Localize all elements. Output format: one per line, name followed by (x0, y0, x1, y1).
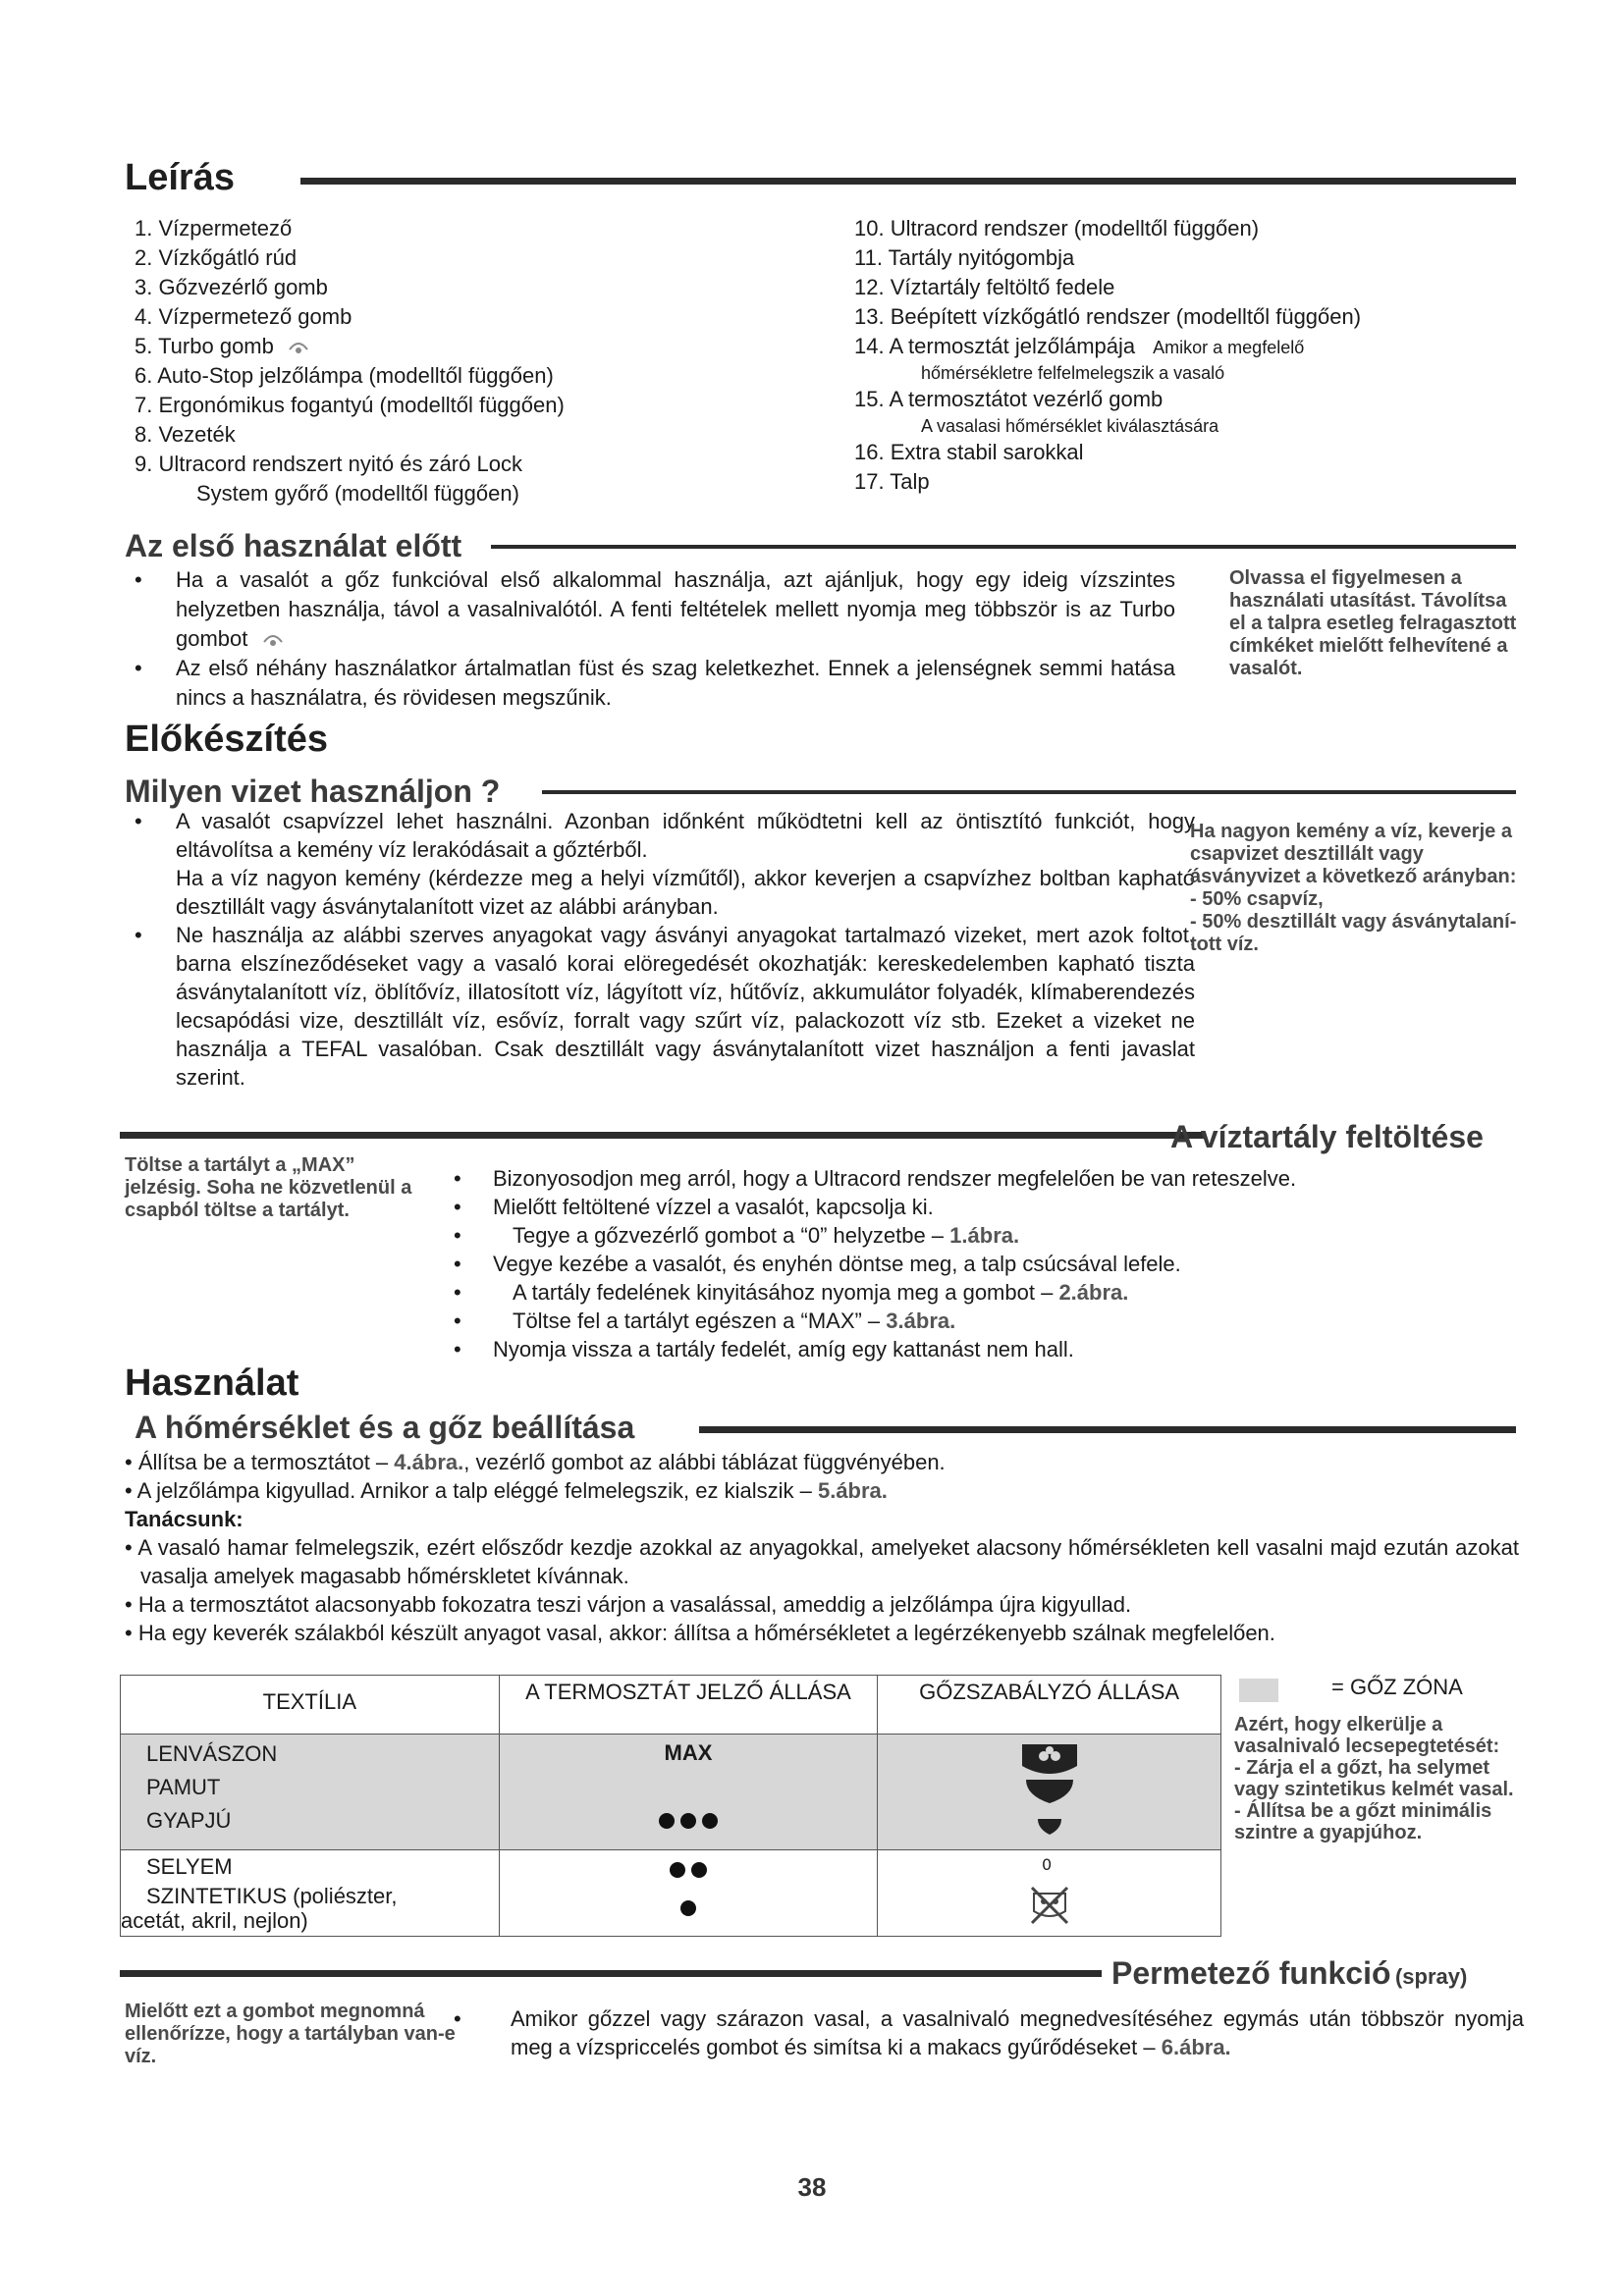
filling-list (444, 1164, 1524, 1363)
description-left-list (135, 214, 822, 508)
list-item: 12. Víztartály feltöltő fedele (854, 275, 1115, 299)
title-rule (300, 178, 1516, 185)
list-item: • Ha a termosztátot alacsonyabb fokozatra teszi várjon a vasalással, ameddig a jelzőlámpa újra kigyullad. (125, 1592, 1132, 1617)
table-header: TEXTÍLIA (121, 1676, 500, 1735)
list-item: • Bizonyosodjon meg arról, hogy a Ultracord rendszer megfelelően be van reteszelve. (444, 1164, 1524, 1193)
list-item: System győrő (modelltől függően) (196, 481, 519, 506)
side-note-table: Azért, hogy elkerülje a vasalnivaló lecsepegtetését: - Zárja el a gőzt, ha selymet vagy szintetikus kelmét vasal. - Állítsa be a gőzt minimális szintre a gyapjúhoz. (1234, 1714, 1514, 1843)
list-item: • Nyomja vissza a tartály fedelét, amíg egy kattanást nem hall. (444, 1335, 1524, 1363)
list-item: 16. Extra stabil sarokkal (854, 440, 1084, 464)
list-item: • A vasaló hamar felmelegszik, ezért elősződr kezdje azokkal az anyagokkal, amelyeket alacsony hőmérsékleten kell vasalni majd ezután azokat vasalja amelyek magasabb hőmérskletet kívánnak. (125, 1535, 1519, 1588)
list-item: • A vasalót csapvízzel lehet használni. Azonban időnként működtetni kell az öntisztító funkciót, hogy eltávolítsa a kemény víz lerakódásait a gőztérből. Ha a víz nagyon kemény (kérdezze meg a helyi vízműtől), akkor keverjen a csapvízhez boltban kapható desztillált vagy ásványtalanított vizet az alábbi arányban. (125, 807, 1195, 921)
list-item: • Ne használja az alábbi szerves anyagokat vagy ásványi anyagokat tartalmazó vizeket, mert azok foltot, barna elszíneződéseket vagy a vasaló korai elöregedését okozhatják: kereskedelemben kapható tiszta ásványtalanított víz, öblítővíz, illatosított víz, lágyított víz, hűtővíz, akkumulátor folyadék, klímaberendezés lecsapódási vize, desztillált víz, esővíz, forralt vagy szűrt víz, palackozott víz stb. Ezeket a vizeket ne használja a TEFAL vasalóban. Csak desztillált vagy ásványtalanított vizet használjon a fenti javaslat szerint. (125, 921, 1195, 1092)
description-right-list (854, 214, 1532, 497)
list-item: 4. Vízpermetező gomb (135, 304, 352, 329)
list-item: • A jelzőlámpa kigyullad. Arnikor a talp eléggé felmelegszik, ez kialszik – 5.ábra. (125, 1478, 888, 1503)
table-header: A TERMOSZTÁT JELZŐ ÁLLÁSA (499, 1676, 878, 1735)
list-item: 2. Vízkőgátló rúd (135, 245, 298, 270)
side-note-first-use: Olvassa el figyelmesen a használati utasítást. Távolítsa el a talpra esetleg felragasztott címkéket mielőtt felhevítené a vasalót. (1229, 567, 1517, 679)
list-item: 7. Ergonómikus fogantyú (modelltől függően) (135, 393, 565, 417)
list-item: 14. A termosztát jelzőlámpája Amikor a megfelelő (854, 334, 1305, 358)
title-rule (120, 1970, 1102, 1977)
max-setting: MAX (664, 1740, 713, 1765)
side-note-spray: Mielőtt ezt a gombot megnomná ellenőrízze, hogy a tartályban van-e víz. (125, 2001, 456, 2067)
page-number: 38 (797, 2172, 827, 2202)
list-item: • Tegye a gőzvezérlő gombot a “0” helyzetbe – 1.ábra. (444, 1221, 1524, 1250)
table-header: GŐZSZABÁLYZÓ ÁLLÁSA (878, 1676, 1221, 1735)
section-title-description: Leírás (125, 157, 235, 198)
side-note-water: Ha nagyon kemény a víz, keverje a csapvizet desztillált vagy ásványvizet a következő arányban: - 50% csapvíz, - 50% desztillált vagy ásványtalaní-tott víz. (1190, 821, 1517, 955)
list-item: • A tartály fedelének kinyitásához nyomja meg a gombot – 2.ábra. (444, 1278, 1524, 1307)
list-item: 8. Vezeték (135, 422, 236, 447)
list-item: 6. Auto-Stop jelzőlámpa (modelltől függően) (135, 363, 554, 388)
list-item: • Töltse fel a tartályt egészen a “MAX” – 3.ábra. (444, 1307, 1524, 1335)
turbo-icon (288, 340, 309, 355)
list-item: 9. Ultracord rendszert nyitó és záró Lock (135, 452, 522, 476)
section-title-first-use: Az első használat előtt (125, 528, 462, 563)
list-item: • Mielőtt feltöltené vízzel a vasalót, kapcsolja ki. (444, 1193, 1524, 1221)
list-item: 15. A termosztátot vezérlő gomb (854, 387, 1164, 411)
steam-max-icon (1018, 1740, 1081, 1844)
title-rule (120, 1132, 1205, 1139)
table-row: LENVÁSZON PAMUT GYAPJÚ MAX (121, 1735, 1221, 1850)
list-item: • Vegye kezébe a vasalót, és enyhén döntse meg, a talp csúcsával lefele. (444, 1250, 1524, 1278)
list-item: 5. Turbo gomb (135, 332, 822, 361)
usage-block (125, 1448, 1519, 1647)
list-item: 3. Gőzvezérlő gomb (135, 275, 328, 299)
steam-zone-legend: = GŐZ ZÓNA (1331, 1675, 1463, 1699)
water-list (125, 807, 1195, 1092)
list-item: 10. Ultracord rendszer (modelltől függően) (854, 216, 1260, 240)
turbo-icon (262, 632, 284, 648)
title-rule (542, 790, 1516, 794)
fabric-table (120, 1675, 1221, 1937)
steam-zone-swatch (1239, 1679, 1278, 1702)
list-item: 1. Vízpermetező (135, 216, 293, 240)
list-item-detail: hőmérsékletre felfelmelegszik a vasaló (921, 363, 1225, 383)
section-title-spray: Permetező funkció (spray) (1111, 1955, 1468, 1991)
list-item: 11. Tartály nyitógombja (854, 245, 1075, 270)
list-item: • Amikor gőzzel vagy szárazon vasal, a vasalnivaló megnedvesítéséhez egymás után többször nyomja meg a vízspriccelés gombot és simítsa ki a makacs gyűrődéseket – 6.ábra. (444, 2004, 1524, 2061)
section-title-usage: Használat (125, 1362, 299, 1404)
first-use-list (125, 565, 1175, 713)
list-item: • Ha egy keverék szálakból készült anyagot vasal, akkor: állítsa a hőmérsékletet a legérzékenyebb szálnak megfelelően. (125, 1621, 1275, 1645)
svg-text:0: 0 (1041, 1855, 1052, 1874)
list-item: 17. Talp (854, 469, 930, 494)
one-dot-setting (500, 1900, 878, 1921)
list-item: • Ha a vasalót a gőz funkcióval első alkalommal használja, azt ajánljuk, hogy egy ideig vízszintes helyzetben használja, távol a vasalnivalótól. A fenti feltételek mellett nyomja meg többször is az Turbo gombot (125, 565, 1175, 654)
list-item: • Állítsa be a termosztátot – 4.ábra., vezérlő gombot az alábbi táblázat függvényében. (125, 1450, 946, 1474)
two-dots-setting (500, 1862, 878, 1883)
subsection-title-water: Milyen vizet használjon ? (125, 774, 501, 809)
title-rule (491, 545, 1516, 549)
table-row: SELYEM SZINTETIKUS (poliészter, acetát, akril, nejlon) 0 (121, 1850, 1221, 1937)
side-note-filling: Töltse a tartályt a „MAX” jelzésig. Soha ne közvetlenül a csapból töltse a tartályt. (125, 1154, 412, 1221)
tips-label: Tanácsunk: (125, 1507, 244, 1531)
section-title-preparation: Előkészítés (125, 719, 328, 760)
title-rule (699, 1426, 1516, 1433)
steam-off-icon (1028, 1852, 1071, 1927)
list-item: 13. Beépített vízkőgátló rendszer (modelltől függően) (854, 304, 1362, 329)
list-item-detail: A vasalasi hőmérséklet kiválasztására (921, 416, 1219, 436)
list-item: • Az első néhány használatkor ártalmatlan füst és szag keletkezhet. Ennek a jelenségnek semmi hatása nincs a használatra, és rövidesen megszűnik. (125, 654, 1175, 713)
spray-list (444, 2004, 1524, 2061)
section-title-filling: A víztartály feltöltése (1170, 1119, 1484, 1154)
three-dots-setting (500, 1813, 878, 1834)
subsection-title-temperature: A hőmérséklet és a gőz beállítása (135, 1410, 635, 1445)
